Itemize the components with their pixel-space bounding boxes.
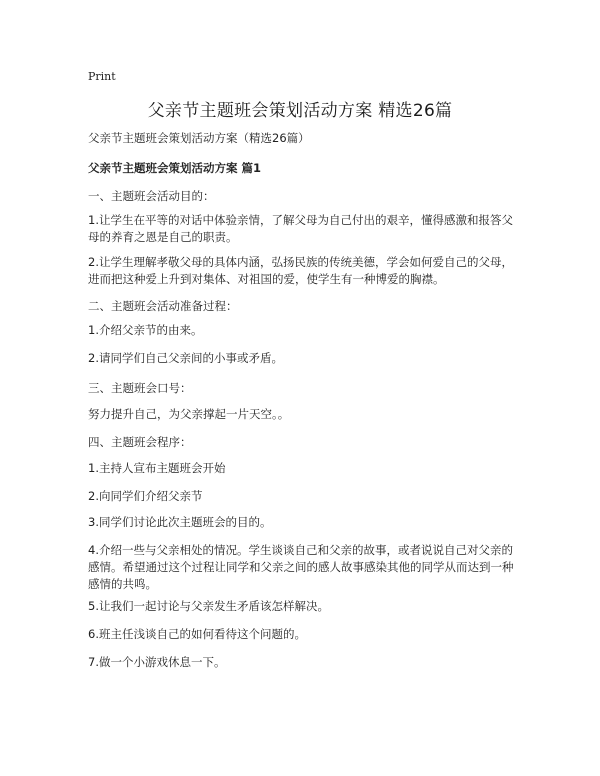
print-link[interactable]: Print (88, 70, 116, 83)
document-subtitle: 父亲节主题班会策划活动方案（精选26篇） (88, 131, 310, 145)
paragraph: 3.同学们讨论此次主题班会的目的。 (88, 515, 272, 529)
paragraph: 三、主题班会口号： (88, 381, 192, 395)
paragraph: 5.让我们一起讨论与父亲发生矛盾该怎样解决。 (88, 599, 329, 613)
paragraph: 1.主持人宣布主题班会开始 (88, 461, 226, 475)
paragraph: 一、主题班会活动目的： (88, 189, 215, 203)
paragraph: 努力提升自己，为父亲撑起一片天空。。 (88, 407, 290, 421)
paragraph: 1.介绍父亲节的由来。 (88, 323, 203, 337)
paragraph: 7.做一个小游戏休息一下。 (88, 655, 226, 669)
paragraph: 1.让学生在平等的对话中体验亲情，了解父母为自己付出的艰辛，懂得感激和报答父母的养育之恩是自己的职责。 (88, 213, 513, 244)
paragraph: 2.向同学们介绍父亲节 (88, 489, 203, 503)
paragraph: 二、主题班会活动准备过程： (88, 299, 238, 313)
paragraph: 2.让学生理解孝敬父母的具体内涵，弘扬民族的传统美德，学会如何爱自己的父母，进而把这种爱上升到对集体、对祖国的爱，使学生有一种博爱的胸襟。 (88, 255, 513, 286)
document-title: 父亲节主题班会策划活动方案 精选26篇 (147, 101, 453, 121)
section-heading: 父亲节主题班会策划活动方案 篇1 (88, 161, 262, 175)
paragraph: 6.班主任浅谈自己的如何看待这个问题的。 (88, 627, 306, 641)
paragraph: 4.介绍一些与父亲相处的情况。学生谈谈自己和父亲的故事，或者说说自己对父亲的感情。希望通过这个过程让同学和父亲之间的感人故事感染其他的同学从而达到一种感情的共鸣。 (88, 543, 514, 591)
paragraph: 2.请同学们自己父亲间的小事或矛盾。 (88, 351, 283, 365)
paragraph: 四、主题班会程序： (88, 435, 192, 449)
